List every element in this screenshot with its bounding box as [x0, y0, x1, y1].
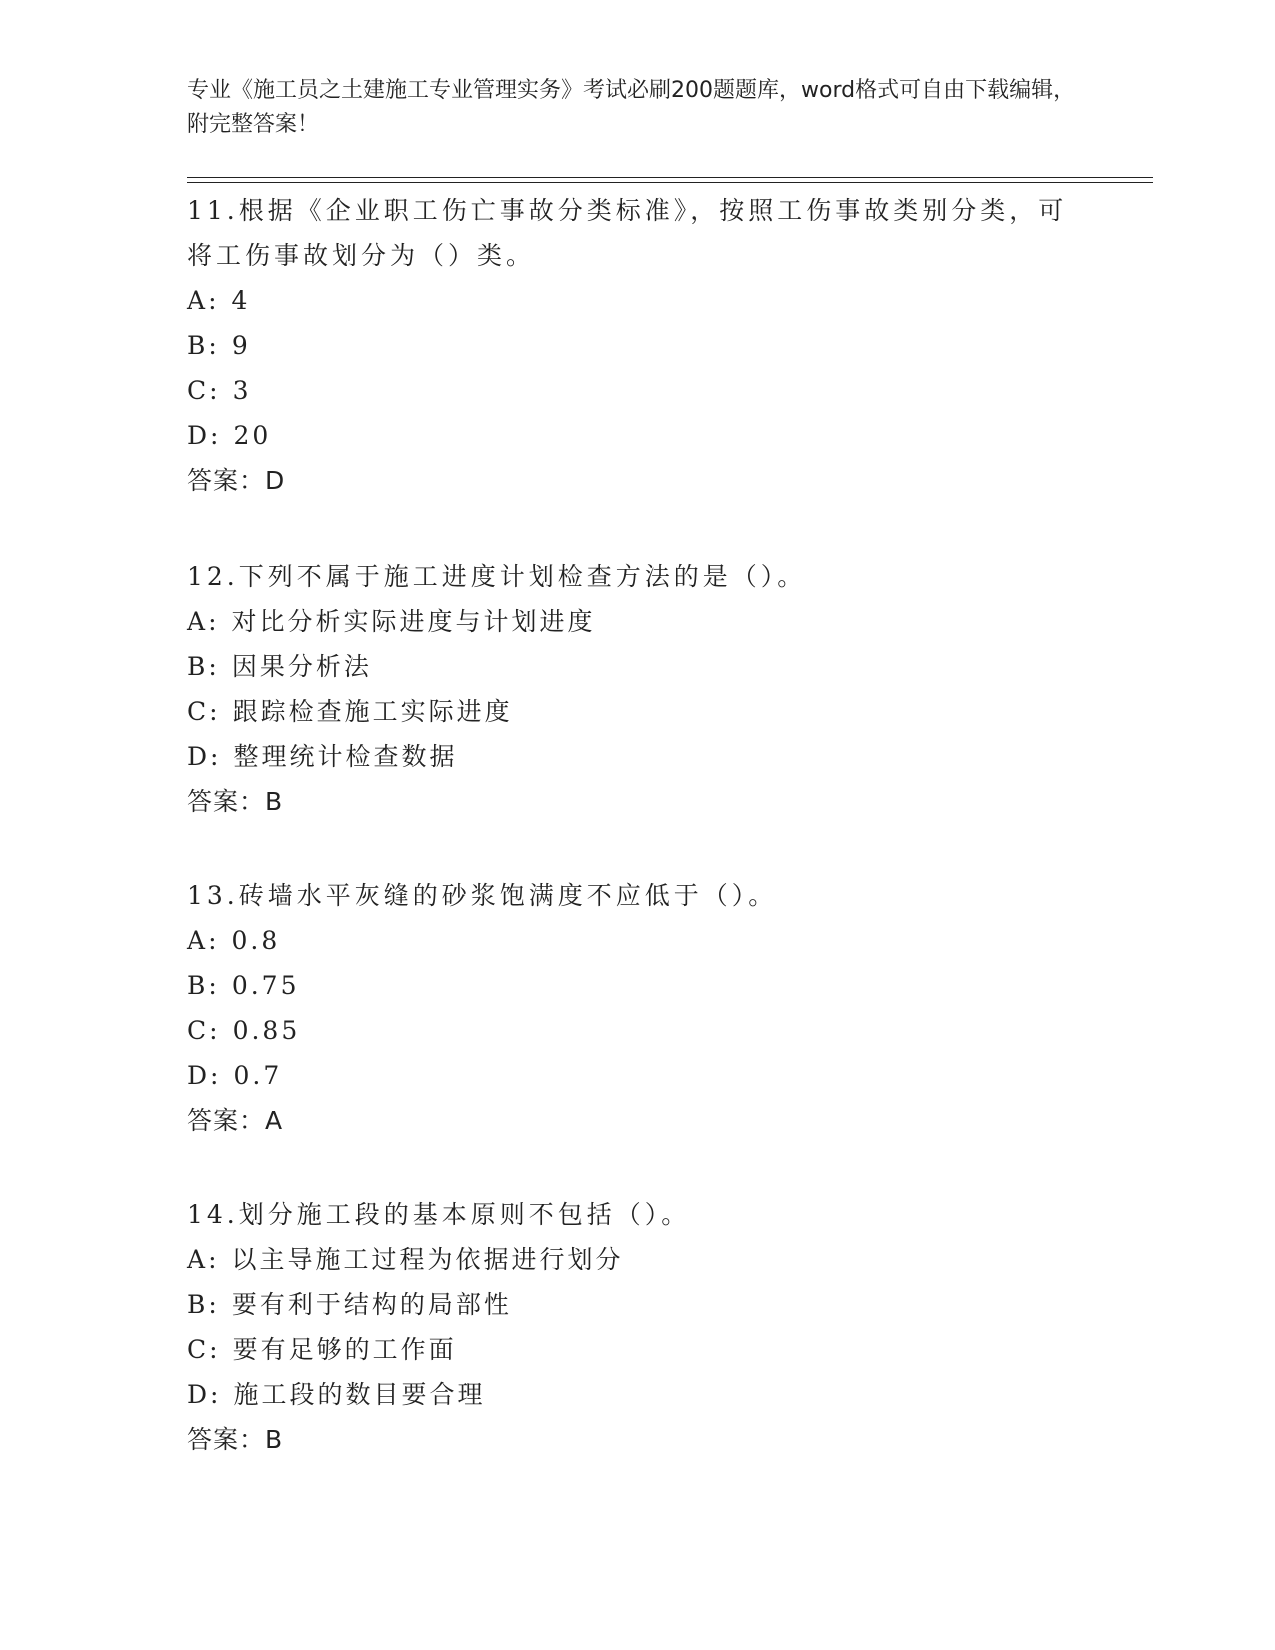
option-text: 0.85 [232, 1016, 301, 1045]
option-separator: : [208, 331, 220, 360]
option-d [187, 1053, 1087, 1098]
question-13 [187, 873, 1087, 1143]
option-letter: B [187, 331, 209, 360]
option-text: 0.8 [231, 926, 281, 955]
option-letter: B [187, 1290, 209, 1319]
option-b [187, 963, 1087, 1008]
answer-line: 答案：D [187, 466, 286, 495]
option-letter: A [187, 286, 209, 315]
option-separator: : [210, 742, 222, 771]
option-letter: D [187, 421, 211, 450]
option-text: 施工段的数目要合理 [233, 1380, 486, 1409]
option-separator: : [209, 697, 221, 726]
document-header: 专业《施工员之土建施工专业管理实务》考试必刷200题题库，word格式可自由下载编辑，附完整答案！ [187, 78, 1076, 137]
option-separator: : [208, 1290, 220, 1319]
option-text: 因果分析法 [231, 652, 372, 681]
option-a [187, 918, 1087, 963]
option-b [187, 644, 1087, 689]
option-separator: : [210, 421, 222, 450]
header-divider-top [187, 177, 1153, 178]
option-letter: C [187, 697, 210, 726]
option-separator: : [208, 971, 220, 1000]
option-text: 跟踪检查施工实际进度 [232, 697, 513, 726]
option-c [187, 689, 1087, 734]
option-letter: D [187, 742, 211, 771]
option-text: 要有足够的工作面 [232, 1335, 457, 1364]
option-a [187, 1237, 1087, 1282]
option-text: 4 [231, 286, 251, 315]
option-letter: A [187, 926, 209, 955]
option-d [187, 734, 1087, 779]
option-text: 以主导施工过程为依据进行划分 [231, 1245, 624, 1274]
answer-line: 答案：A [187, 1106, 284, 1135]
option-separator: : [209, 1335, 221, 1364]
answer-line: 答案：B [187, 787, 284, 816]
option-text: 0.75 [231, 971, 300, 1000]
option-letter: A [187, 607, 209, 636]
option-text: 整理统计检查数据 [233, 742, 458, 771]
option-text: 20 [233, 421, 272, 450]
option-text: 要有利于结构的局部性 [231, 1290, 512, 1319]
option-letter: C [187, 1016, 210, 1045]
option-text: 9 [231, 331, 251, 360]
option-d [187, 1372, 1087, 1417]
question-stem: 13.砖墙水平灰缝的砂浆饱满度不应低于（）。 [187, 881, 778, 910]
option-letter: A [187, 1245, 209, 1274]
header-divider-bottom [187, 182, 1153, 183]
answer-line: 答案：B [187, 1425, 284, 1454]
question-stem: 14.划分施工段的基本原则不包括（）。 [187, 1200, 691, 1229]
option-c [187, 1327, 1087, 1372]
option-letter: C [187, 376, 210, 405]
option-letter: C [187, 1335, 210, 1364]
option-text: 对比分析实际进度与计划进度 [231, 607, 596, 636]
option-letter: B [187, 652, 209, 681]
option-a [187, 278, 1087, 323]
option-b [187, 1282, 1087, 1327]
option-text: 0.7 [233, 1061, 283, 1090]
option-c [187, 368, 1087, 413]
question-stem: 11.根据《企业职工伤亡事故分类标准》，按照工伤事故类别分类，可将工伤事故划分为（）类。 [187, 196, 1068, 270]
option-text: 3 [232, 376, 252, 405]
option-separator: : [209, 376, 221, 405]
option-separator: : [210, 1061, 222, 1090]
option-separator: : [210, 1380, 222, 1409]
option-a [187, 599, 1087, 644]
question-14 [187, 1192, 1087, 1462]
option-d [187, 413, 1087, 458]
option-letter: D [187, 1061, 211, 1090]
option-separator: : [208, 652, 220, 681]
option-b [187, 323, 1087, 368]
option-letter: D [187, 1380, 211, 1409]
option-c [187, 1008, 1087, 1053]
question-12 [187, 554, 1087, 824]
question-stem: 12.下列不属于施工进度计划检查方法的是（）。 [187, 562, 807, 591]
option-separator: : [208, 607, 220, 636]
option-letter: B [187, 971, 209, 1000]
option-separator: : [208, 1245, 220, 1274]
option-separator: : [208, 286, 220, 315]
question-11 [187, 188, 1087, 503]
option-separator: : [208, 926, 220, 955]
option-separator: : [209, 1016, 221, 1045]
